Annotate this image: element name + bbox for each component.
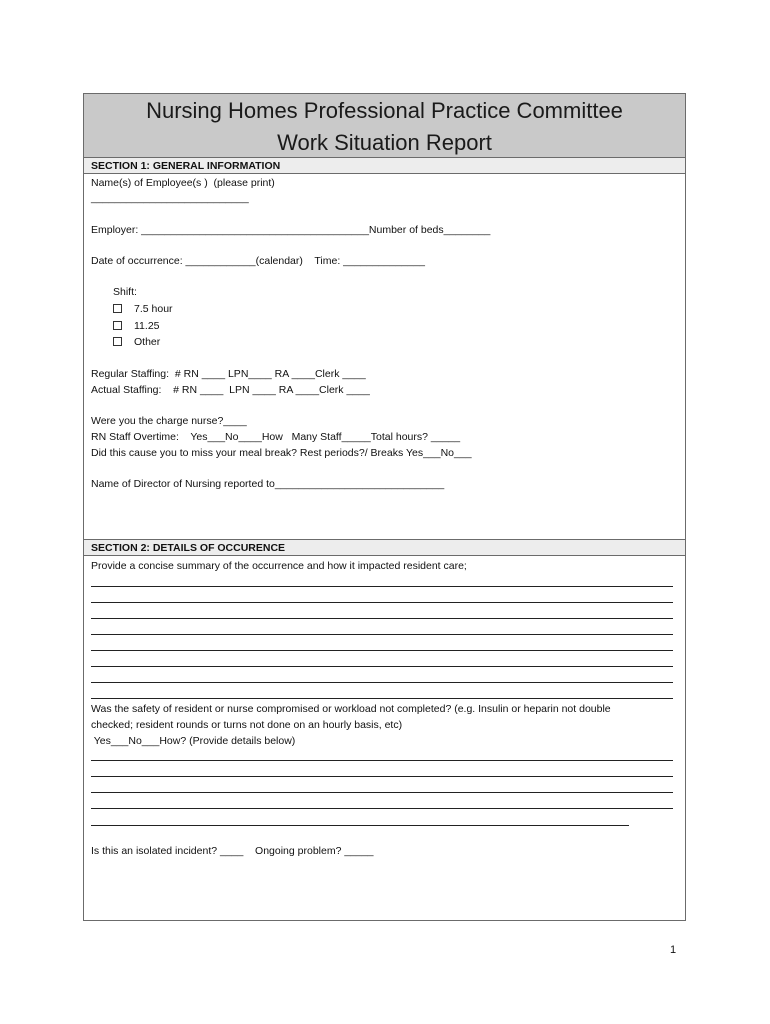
shift-label: Shift: [113, 286, 137, 298]
employee-names-label: Name(s) of Employee(s ) (please print) [91, 177, 275, 189]
summary-answer-line[interactable] [91, 650, 673, 651]
employer-line[interactable]: Employer: _______________________________________Number of beds________ [91, 224, 491, 236]
summary-answer-line[interactable] [91, 666, 673, 667]
director-of-nursing-line[interactable]: Name of Director of Nursing reported to_____________________________ [91, 478, 445, 490]
safety-question-line-1: Was the safety of resident or nurse compromised or workload not completed? (e.g. Insulin or heparin not double [91, 703, 611, 715]
summary-answer-line[interactable] [91, 586, 673, 587]
details-answer-line[interactable] [91, 776, 673, 777]
date-of-occurrence-line[interactable]: Date of occurrence: ____________(calendar) Time: ______________ [91, 255, 425, 267]
summary-answer-line[interactable] [91, 602, 673, 603]
work-situation-report-form [83, 93, 686, 921]
summary-answer-line[interactable] [91, 618, 673, 619]
details-answer-line[interactable] [91, 792, 673, 793]
section-1-heading: SECTION 1: GENERAL INFORMATION [84, 157, 685, 174]
section-2-heading: SECTION 2: DETAILS OF OCCURENCE [84, 539, 685, 556]
checkbox-icon[interactable] [113, 304, 122, 313]
shift-option-11-25[interactable]: 11.25 [113, 319, 160, 333]
summary-prompt: Provide a concise summary of the occurrence and how it impacted resident care; [91, 560, 467, 572]
shift-option-7-5-hour[interactable]: 7.5 hour [113, 302, 173, 316]
employee-names-field[interactable]: ___________________________ [91, 192, 249, 204]
checkbox-icon[interactable] [113, 321, 122, 330]
actual-staffing-line[interactable]: Actual Staffing: # RN ____ LPN ____ RA ____Clerk ____ [91, 384, 370, 396]
page-number: 1 [670, 944, 677, 956]
form-title-line-1: Nursing Homes Professional Practice Committee [146, 98, 623, 123]
meal-break-line[interactable]: Did this cause you to miss your meal break? Rest periods?/ Breaks Yes___No___ [91, 447, 472, 459]
safety-question-line-2: checked; resident rounds or turns not done on an hourly basis, etc) [91, 719, 403, 731]
details-answer-line[interactable] [91, 760, 673, 761]
title-banner [84, 94, 685, 158]
shift-option-other[interactable]: Other [113, 335, 160, 349]
charge-nurse-line[interactable]: Were you the charge nurse?____ [91, 415, 247, 427]
summary-answer-line[interactable] [91, 698, 673, 699]
regular-staffing-line[interactable]: Regular Staffing: # RN ____ LPN____ RA ____Clerk ____ [91, 368, 366, 380]
overtime-line[interactable]: RN Staff Overtime: Yes___No____How Many Staff_____Total hours? _____ [91, 431, 461, 443]
summary-answer-line[interactable] [91, 634, 673, 635]
isolated-incident-line[interactable]: Is this an isolated incident? ____ Ongoing problem? _____ [91, 845, 374, 857]
details-answer-line[interactable] [91, 825, 629, 826]
checkbox-icon[interactable] [113, 337, 122, 346]
form-title-line-2: Work Situation Report [277, 130, 492, 155]
summary-answer-line[interactable] [91, 682, 673, 683]
details-answer-line[interactable] [91, 808, 673, 809]
safety-question-line-3[interactable]: Yes___No___How? (Provide details below) [91, 735, 296, 747]
